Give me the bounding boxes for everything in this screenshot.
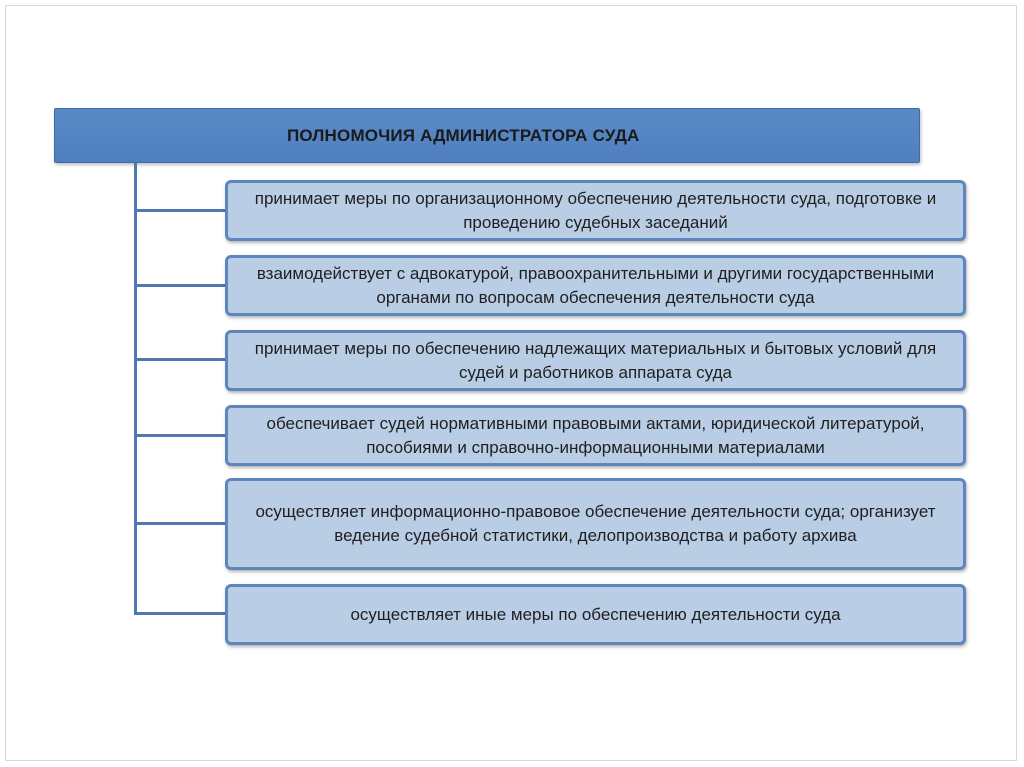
authority-text: взаимодействует с адвокатурой, правоохранительными и другими государственными органами по вопросам обеспечения деятельности суда — [256, 263, 935, 307]
connector-branch — [134, 522, 226, 525]
authority-text: обеспечивает судей нормативными правовыми актами, юридической литературой, пособиями и справочно-информационными материалами — [266, 413, 925, 457]
authority-item — [225, 584, 966, 645]
connector-branch — [134, 284, 226, 287]
authority-text: принимает меры по организационному обеспечению деятельности суда, подготовке и проведению судебных заседаний — [254, 188, 937, 232]
authority-text: осуществляет информационно-правовое обеспечение деятельности суда; организует ведение судебной статистики, делопроизводства и работу архива — [255, 502, 936, 545]
authority-text: принимает меры по обеспечению надлежащих материальных и бытовых условий для судей и работников аппарата суда — [254, 338, 937, 382]
diagram-title: ПОЛНОМОЧИЯ АДМИНИСТРАТОРА СУДА — [287, 125, 640, 145]
authority-item — [225, 330, 966, 391]
authority-item — [225, 180, 966, 241]
connector-branch — [134, 434, 226, 437]
connector-branch — [134, 358, 226, 361]
connector-trunk — [134, 163, 137, 615]
connector-branch — [134, 209, 226, 212]
authority-text: осуществляет иные меры по обеспечению деятельности суда — [350, 604, 841, 624]
diagram-header — [54, 108, 920, 163]
authority-item — [225, 405, 966, 466]
authority-item — [225, 255, 966, 316]
connector-branch — [134, 612, 226, 615]
authority-item — [225, 478, 966, 570]
